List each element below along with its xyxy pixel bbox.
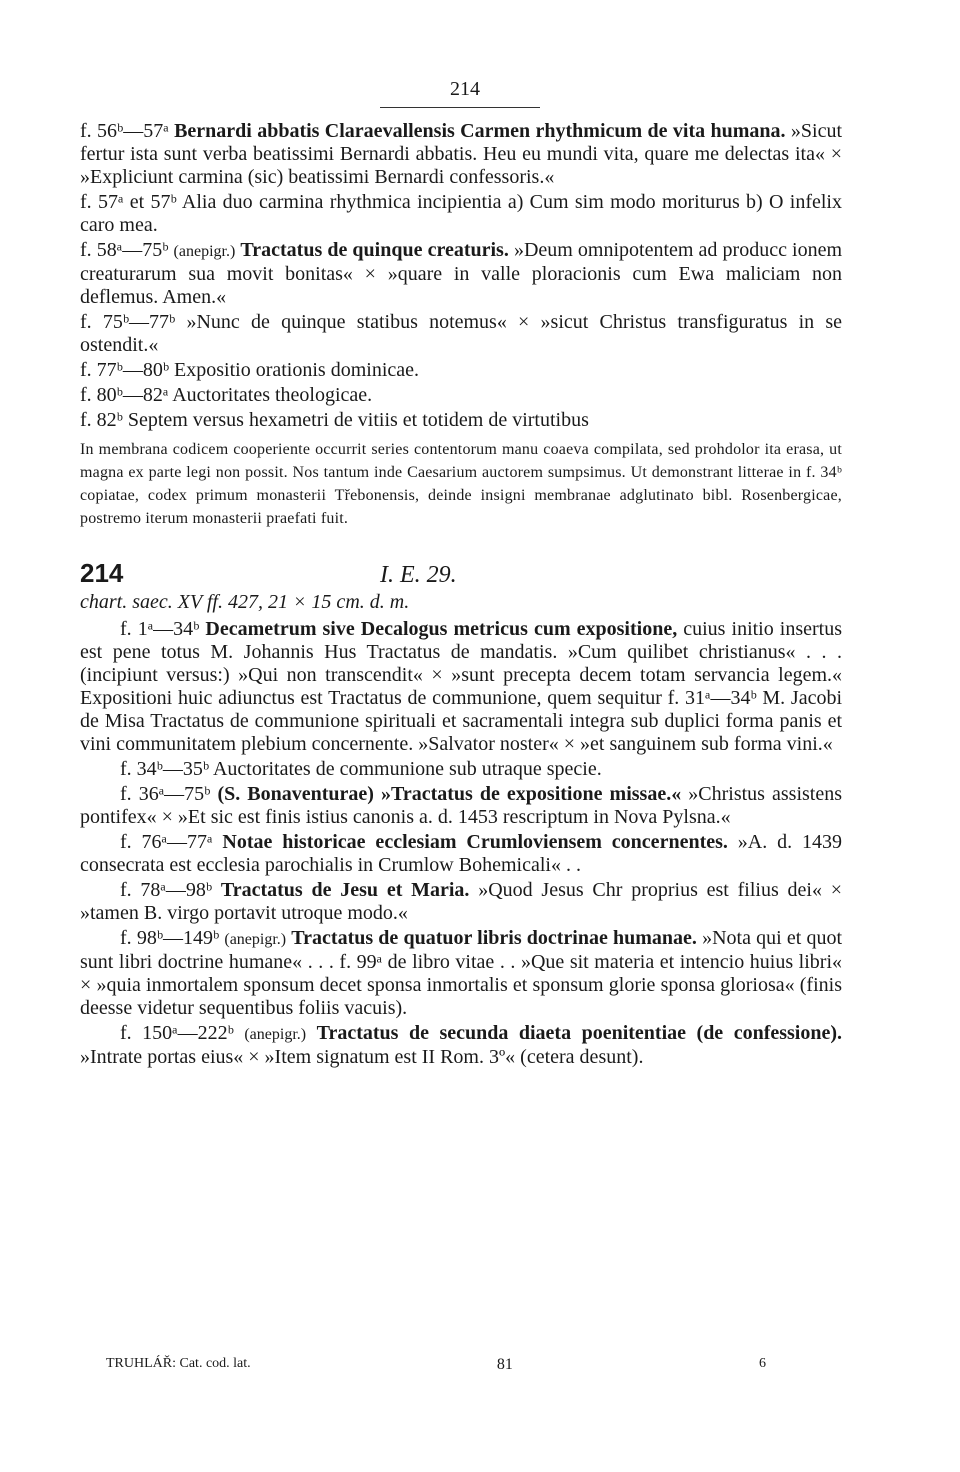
- codex-shelfmark: I. E. 29.: [380, 562, 457, 588]
- footer-signature: 81: [496, 1356, 513, 1373]
- entry-bold: Tractatus de Jesu et Maria.: [220, 879, 470, 901]
- entry-ref: f. 78ᵃ—98ᵇ: [120, 879, 213, 901]
- entry-note: (anepigr.): [173, 243, 236, 260]
- entry-text: »A. d. 1439 consecrata est ecclesia parochialis in Crumlow Bohemicali« . .: [80, 831, 842, 876]
- entry-text: »Christus assistens pontifex« × »Et sic est finis istius canonis a. d. 1453 rescriptum in Nova Pylsna.«: [80, 783, 842, 828]
- entry-bold: Tractatus de quatuor libris doctrinae humanae.: [291, 927, 697, 949]
- folio-entry: [80, 191, 842, 237]
- codex-number: 214: [80, 558, 124, 588]
- folio-entry: [80, 384, 842, 407]
- folio-entry: [80, 927, 842, 1020]
- entry-bold: Tractatus de secunda diaeta poenitentiae (de confessione).: [316, 1022, 843, 1044]
- entry-bold: Bernardi abbatis Claraevallensis Carmen rhythmicum de vita humana.: [174, 120, 786, 142]
- folio-entry: [80, 311, 842, 357]
- folio-entry: [80, 1022, 842, 1069]
- entry-note: (anepigr.): [224, 931, 287, 948]
- footer-mark: 6: [759, 1356, 766, 1371]
- folio-entry: [80, 618, 842, 756]
- entry-text: »Intrate portas eius« × »Item signatum est II Rom. 3º« (cetera desunt).: [80, 1046, 644, 1068]
- folio-entry: [80, 409, 842, 432]
- page-number: 214: [450, 78, 480, 100]
- entry-text: Auctoritates theologicae.: [172, 384, 373, 406]
- entry-ref: f. 82ᵇ: [80, 409, 123, 431]
- top-entries: [80, 120, 842, 432]
- entry-bold: Notae historicae ecclesiam Crumloviensem concernentes.: [222, 831, 728, 853]
- entry-text: Septem versus hexametri de vitiis et totidem de virtutibus: [127, 409, 589, 431]
- folio-entry: [80, 783, 842, 829]
- entry-text: »Deum omnipotentem ad producc ionem creaturarum sua movit bonitas« × »quare in valle ploracionis cum Ewa maliciam non deflemus. Amen.«: [80, 239, 843, 308]
- folio-entry: [80, 758, 842, 781]
- entry-ref: f. 75ᵇ—77ᵇ: [80, 311, 176, 333]
- entry-ref: f. 56ᵇ—57ᵃ: [80, 120, 169, 142]
- footer-catalogue: TRUHLÁŘ: Cat. cod. lat.: [106, 1356, 251, 1371]
- entry-ref: f. 36ᵃ—75ᵇ: [120, 783, 211, 805]
- entry-note: (anepigr.): [244, 1026, 307, 1043]
- entry-ref: f. 1ᵃ—34ᵇ: [120, 618, 200, 640]
- entry-ref: f. 76ᵃ—77ᵃ: [120, 831, 213, 853]
- entry-text: »Sicut fertur ista sunt verba beatissimi Bernardi abbatis. Heu eu mundi vita, quare me delectas ita« × »Expliciunt carmina (sic) beatissimi Bernardi confessoris.«: [80, 120, 843, 188]
- entry-text: Auctoritates de communione sub utraque specie.: [212, 758, 602, 780]
- entry-bold: (S. Bonaventurae) »Tractatus de expositione missae.«: [217, 783, 682, 805]
- folio-entry: [80, 120, 842, 189]
- entry-ref: f. 58ᵃ—75ᵇ: [80, 239, 169, 261]
- folio-entry: [80, 359, 842, 382]
- entry-ref: f. 80ᵇ—82ᵃ: [80, 384, 169, 406]
- entry-text: Expositio orationis dominicae.: [174, 359, 420, 381]
- entry-text: »Nunc de quinque statibus notemus« × »sicut Christus transfiguratus in se ostendit.«: [80, 311, 843, 356]
- entry-bold: Decametrum sive Decalogus metricus cum expositione,: [205, 618, 678, 640]
- entry-text: cuius initio insertus est pene totus M. Johannis Hus Tractatus de mandatis. »Cum quilibet christianus« . . . (incipiunt versus:) »Qui non transcendit« × »sunt precepta decem totam servancia legem.« Expositioni huic adiunctus est Tractatus de communione, quem sequitur f. 31ᵃ—34ᵇ M. Jacobi de Misa Tractatus de communione spirituali et sacramentali integra sub duplici forma panis et vini communitatem plebium concernente. »Salvator noster« × »et sanguinem sub forma vini.«: [80, 618, 842, 755]
- page-footer: [106, 1356, 766, 1374]
- entry-ref: f. 98ᵇ—149ᵇ: [120, 927, 220, 949]
- entry-text: »Quod Jesus Chr proprius est filius dei« × »tamen B. virgo portavit utroque modo.«: [80, 879, 843, 924]
- folio-entry: [80, 239, 842, 309]
- entry-text: Alia duo carmina rhythmica incipientia a) Cum sim modo moriturus b) O infelix caro mea.: [80, 191, 842, 236]
- page-content: [80, 78, 842, 1071]
- provenance-note: In membrana codicem cooperiente occurrit series contentorum manu coaeva compilata, sed prohdolor ita erasa, ut magna ex parte legi non possit. Nos tantum inde Caesarium auctorem sumpsimus. Ut demonstrant litterae in f. 34ᵇ copiatae, codex primum monasterii Třebonensis, deinde insigni membranae adglutinato bibl. Rosenbergicae, postremo iterum monasterii praefati fuit.: [80, 441, 842, 527]
- entry-ref: f. 57ᵃ et 57ᵇ: [80, 191, 177, 213]
- entry-text: »Nota qui et quot sunt libri doctrine humane« . . . f. 99ᵃ de libro vitae . . »Que sit materia et intencio huius libri« × »quia inmortalem sponsum decet sponsa inmortalis et sponsum glorie sponsa gloriosa« (finis deesse videtur sequentibus foliis vacuis).: [80, 927, 843, 1019]
- codex-heading: [80, 558, 842, 589]
- folio-entry: [80, 831, 842, 877]
- codex-entries: [80, 618, 842, 1069]
- entry-bold: Tractatus de quinque creaturis.: [240, 239, 509, 261]
- entry-ref: f. 77ᵇ—80ᵇ: [80, 359, 170, 381]
- header-rule: [380, 107, 540, 108]
- entry-ref: f. 34ᵇ—35ᵇ: [120, 758, 210, 780]
- entry-ref: f. 150ᵃ—222ᵇ: [120, 1022, 234, 1044]
- folio-entry: [80, 879, 842, 925]
- codex-description: chart. saec. XV ff. 427, 21 × 15 cm. d. m.: [80, 591, 410, 613]
